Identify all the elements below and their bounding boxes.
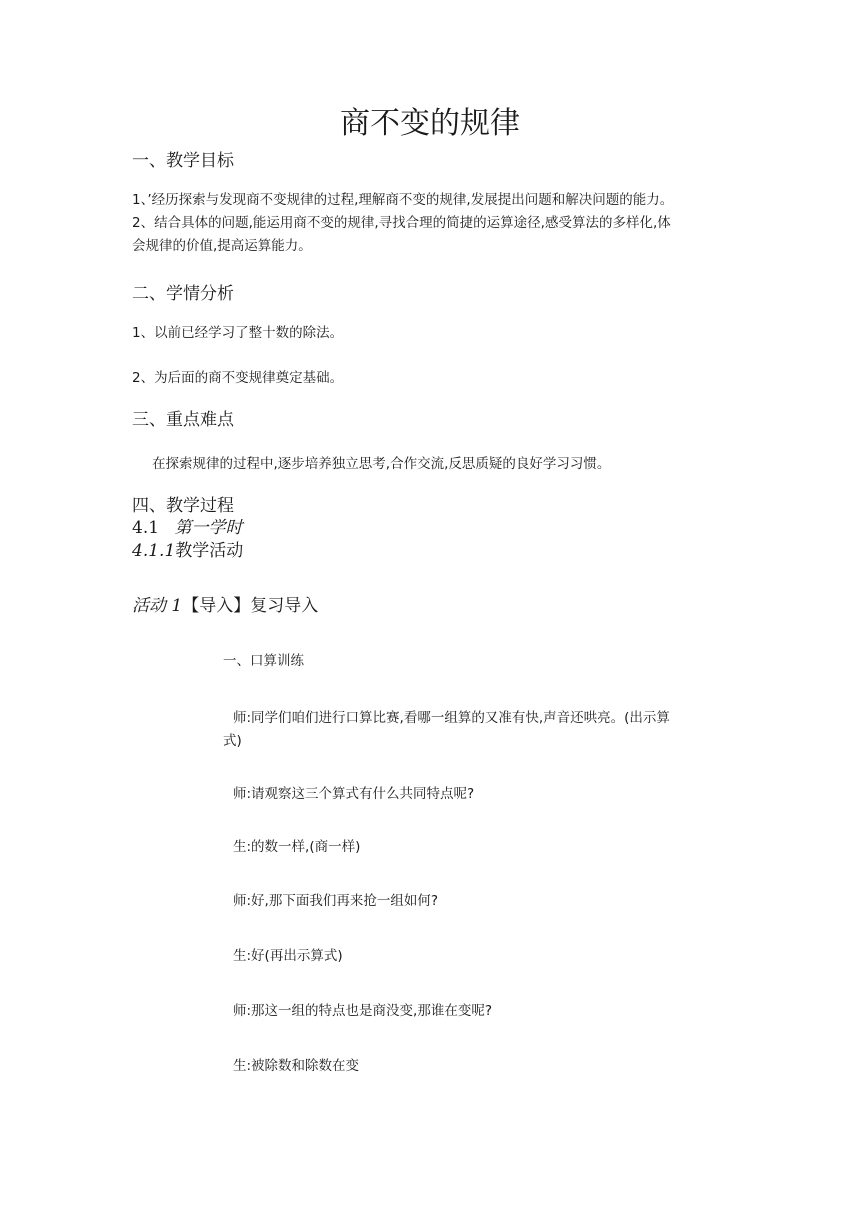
heading-teaching-goals: 一、教学目标 [132,151,234,171]
goal-item-2: 2、结合具体的问题,能运用商不变的规律,寻找合理的简捷的运算途径,感受算法的多样化,体 [132,215,671,231]
heading-student-analysis: 二、学情分析 [132,284,234,304]
document-title: 商不变的规律 [340,106,520,141]
goal-item-2-continued: 会规律的价值,提高运算能力。 [132,238,312,254]
analysis-item-2: 2、为后面的商不变规律奠定基础。 [132,370,344,386]
dialog-line-6: 师:那这一组的特点也是商没变,那谁在变呢? [233,1003,493,1019]
subheading-teaching-activity [132,540,243,562]
subheading-activity-number: 4.1.1 [132,541,176,561]
key-points-text: 在探索规律的过程中,逐步培养独立思考,合作交流,反思质疑的良好学习习惯。 [152,456,611,472]
dialog-line-1-continued: 式) [223,733,242,749]
dialog-line-1: 师:同学们咱们进行口算比赛,看哪一组算的又准有快,声音还哄亮。(出示算 [233,710,670,726]
oral-training-heading: 一、口算训练 [223,653,304,669]
subheading-first-lesson [132,517,242,539]
analysis-item-1: 1、以前已经学习了整十数的除法。 [132,325,344,341]
heading-key-points: 三、重点难点 [132,410,234,430]
goal-item-1: 1、’经历探索与发现商不变规律的过程,理解商不变的规律,发展提出问题和解决问题的能力。 [132,192,674,208]
subheading-activity-title: 教学活动 [175,541,244,561]
dialog-line-7: 生:被除数和除数在变 [233,1058,360,1074]
dialog-line-4: 师:好,那下面我们再来抢一组如何? [233,893,439,909]
activity-1-heading [132,595,318,617]
activity-1-label: 活动 1 [132,596,183,616]
activity-1-title: 【导入】复习导入 [182,596,319,616]
subheading-number: 4.1 [132,518,160,538]
subheading-title: 第一学时 [174,518,243,538]
dialog-line-5: 生:好(再出示算式) [233,948,343,964]
dialog-line-3: 生:的数一样,(商一样) [233,839,361,855]
heading-teaching-process: 四、教学过程 [132,496,234,516]
dialog-line-2: 师:请观察这三个算式有什么共同特点呢? [233,786,475,802]
